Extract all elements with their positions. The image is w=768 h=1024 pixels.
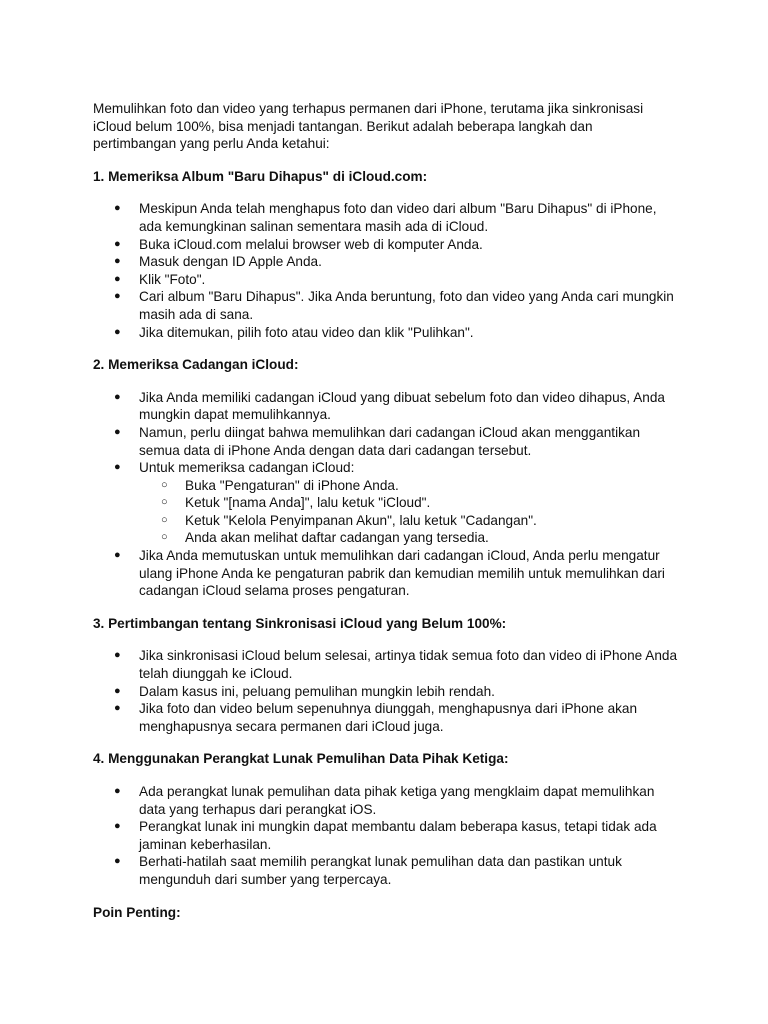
- list-item-text: Berhati-hatilah saat memilih perangkat lunak pemulihan data dan pastikan untuk mengunduh dari sumber yang terpercaya.: [139, 854, 622, 887]
- bullet-icon: ●: [114, 202, 121, 215]
- bullet-icon: ●: [114, 272, 121, 285]
- list-item: [93, 288, 678, 323]
- list-item-text: Jika Anda memutuskan untuk memulihkan dari cadangan iCloud, Anda perlu mengatur ulang iPhone Anda ke pengaturan pabrik dan kemudian memilih untuk memulihkan dari cadangan iCloud selama proses pengaturan.: [139, 548, 665, 599]
- section-4-list: [93, 783, 678, 889]
- sub-list-item: [139, 512, 678, 530]
- bullet-icon: ●: [114, 855, 121, 868]
- bullet-icon: ●: [114, 461, 121, 474]
- bullet-icon: ●: [114, 684, 121, 697]
- section-1-heading: 1. Memeriksa Album "Baru Dihapus" di iCloud.com:: [93, 168, 428, 184]
- section-3-heading: 3. Pertimbangan tentang Sinkronisasi iCloud yang Belum 100%:: [93, 615, 507, 631]
- bullet-icon: ●: [114, 702, 121, 715]
- list-item-text: Masuk dengan ID Apple Anda.: [139, 254, 322, 270]
- list-item-text: Namun, perlu diingat bahwa memulihkan dari cadangan iCloud akan menggantikan semua data di iPhone Anda dengan data dari cadangan tersebut.: [139, 424, 641, 458]
- section-2-sublist: [139, 477, 678, 547]
- list-item: [93, 389, 678, 424]
- bullet-icon: ●: [114, 649, 121, 662]
- list-item-text: Perangkat lunak ini mungkin dapat membantu dalam beberapa kasus, tetapi tidak ada jaminan keberhasilan.: [139, 819, 657, 852]
- hollow-bullet-icon: ○: [161, 496, 168, 509]
- section-1-list: [93, 200, 678, 341]
- sub-list-item-text: Ketuk "Kelola Penyimpanan Akun", lalu ketuk "Cadangan".: [185, 512, 537, 528]
- list-item-text: Ada perangkat lunak pemulihan data pihak ketiga yang mengklaim dapat memulihkan data yang terhapus dari perangkat iOS.: [139, 784, 655, 817]
- list-item: [93, 700, 678, 735]
- key-points-heading: Poin Penting:: [93, 904, 181, 920]
- section-3-list: [93, 647, 678, 735]
- list-item: [93, 236, 678, 254]
- hollow-bullet-icon: ○: [161, 531, 168, 544]
- list-item: [93, 324, 678, 342]
- list-item-text: Jika sinkronisasi iCloud belum selesai, artinya tidak semua foto dan video di iPhone Anda telah diunggah ke iCloud.: [139, 648, 678, 682]
- list-item: [93, 271, 678, 289]
- list-item: [93, 459, 678, 547]
- bullet-icon: ●: [114, 549, 121, 562]
- list-item: [93, 547, 678, 600]
- sub-list-item-text: Buka "Pengaturan" di iPhone Anda.: [185, 477, 399, 493]
- list-item: [93, 647, 678, 682]
- list-item-text: Jika Anda memiliki cadangan iCloud yang dibuat sebelum foto dan video dihapus, Anda mungkin dapat memulihkannya.: [139, 389, 665, 423]
- list-item: [93, 683, 678, 701]
- list-item-text: Dalam kasus ini, peluang pemulihan mungkin lebih rendah.: [139, 683, 495, 699]
- document-page: [93, 100, 678, 936]
- sub-list-item: [139, 529, 678, 547]
- section-2-heading: 2. Memeriksa Cadangan iCloud:: [93, 357, 299, 373]
- list-item: [93, 424, 678, 459]
- sub-list-item-text: Anda akan melihat daftar cadangan yang tersedia.: [185, 530, 489, 546]
- list-item-text: Meskipun Anda telah menghapus foto dan video dari album "Baru Dihapus" di iPhone, ada kemungkinan salinan sementara masih ada di iCloud.: [139, 201, 657, 234]
- bullet-icon: ●: [114, 325, 121, 338]
- section-4-heading: 4. Menggunakan Perangkat Lunak Pemulihan Data Pihak Ketiga:: [93, 751, 509, 767]
- list-item: [93, 853, 678, 888]
- bullet-icon: ●: [114, 390, 121, 403]
- list-item-text: Cari album "Baru Dihapus". Jika Anda beruntung, foto dan video yang Anda cari mungkin masih ada di sana.: [139, 289, 674, 322]
- list-item-text: Untuk memeriksa cadangan iCloud:: [139, 460, 355, 476]
- sub-list-item: [139, 494, 678, 512]
- bullet-icon: ●: [114, 237, 121, 250]
- list-item-text: Jika foto dan video belum sepenuhnya diunggah, menghapusnya dari iPhone akan menghapusnya secara permanen dari iCloud juga.: [139, 701, 638, 734]
- bullet-icon: ●: [114, 255, 121, 268]
- bullet-icon: ●: [114, 290, 121, 303]
- list-item-text: Klik "Foto".: [139, 271, 206, 287]
- bullet-icon: ●: [114, 785, 121, 797]
- list-item: [93, 200, 678, 235]
- sub-list-item-text: Ketuk "[nama Anda]", lalu ketuk "iCloud".: [185, 495, 431, 511]
- list-item: [93, 783, 678, 818]
- intro-paragraph: Memulihkan foto dan video yang terhapus permanen dari iPhone, terutama jika sinkronisasi iCloud belum 100%, bisa menjadi tantangan. Berikut adalah beberapa langkah dan pertimbangan yang perlu Anda ketahui:: [93, 101, 644, 152]
- list-item: [93, 818, 678, 853]
- bullet-icon: ●: [114, 820, 121, 833]
- list-item-text: Jika ditemukan, pilih foto atau video dan klik "Pulihkan".: [139, 324, 474, 340]
- bullet-icon: ●: [114, 425, 121, 438]
- sub-list-item: [139, 477, 678, 495]
- section-2-list: [93, 389, 678, 600]
- hollow-bullet-icon: ○: [161, 478, 168, 491]
- list-item-text: Buka iCloud.com melalui browser web di komputer Anda.: [139, 236, 483, 252]
- list-item: [93, 253, 678, 271]
- hollow-bullet-icon: ○: [161, 513, 168, 526]
